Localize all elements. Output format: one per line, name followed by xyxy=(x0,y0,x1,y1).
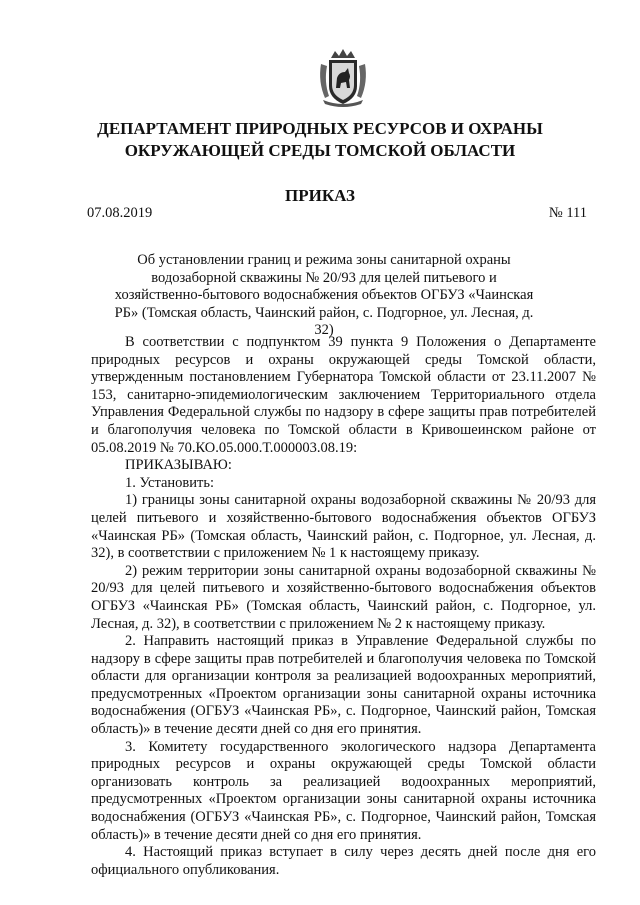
document-number: № 111 xyxy=(548,205,587,221)
item-1-1: 1) границы зоны санитарной охраны водозаборной скважины № 20/93 для целей питьевого и хозяйственно-бытового водоснабжения объектов ОГБУЗ «Чаинская РБ» (Томская область, Чаинский район, с. Подгорное, ул. Лесная, д. 32), в соответствии с приложением № 1 к настоящему приказу. xyxy=(91,492,596,562)
org-line-1: ДЕПАРТАМЕНТ ПРИРОДНЫХ РЕСУРСОВ И ОХРАНЫ xyxy=(97,119,543,138)
item-1: 1. Установить: xyxy=(125,474,215,491)
document-body xyxy=(91,334,596,879)
organization-name xyxy=(60,118,580,162)
order-word: ПРИКАЗЫВАЮ: xyxy=(125,457,232,474)
document-date: 07.08.2019 xyxy=(87,205,153,221)
item-2: 2. Направить настоящий приказ в Управление Федеральной службы по надзору в сфере защиты прав потребителей и благополучия человека по Томской области для организации контроля за реализацией водоохранных мероприятий, предусмотренных «Проектом организации зоны санитарной охраны источника водоснабжения (ОГБУЗ «Чаинская РБ», с. Подгорное, Чаинский район, Томская область)» в течение десяти дней со дня его принятия. xyxy=(91,633,596,738)
preamble: В соответствии с подпунктом 39 пункта 9 Положения о Департаменте природных ресурсов и охраны окружающей среды Томской области, утвержденным постановлением Губернатора Томской области от 23.11.2007 № 153, санитарно-эпидемиологическим заключением Территориального отдела Управления Федеральной службы по надзору в сфере защиты прав потребителей и благополучия человека по Томской области в Кривошеинском районе от 05.08.2019 № 70.КО.05.000.Т.000003.08.19: xyxy=(91,334,596,456)
item-1-2: 2) режим территории зоны санитарной охраны водозаборной скважины № 20/93 для целей питьевого и хозяйственно-бытового водоснабжения объектов ОГБУЗ «Чаинская РБ» (Томская область, Чаинский район, с. Подгорное, ул. Лесная, д. 32), в соответствии с приложением № 2 к настоящему приказу. xyxy=(91,562,596,632)
item-3: 3. Комитету государственного экологического надзора Департамента природных ресурсов и охраны окружающей среды Томской области организовать контроль за реализацией водоохранных мероприятий, предусмотренных «Проектом организации зоны санитарной охраны источника водоснабжения (ОГБУЗ «Чаинская РБ», с. Подгорное, Чаинский район, Томская область)» в течение десяти дней со дня его принятия. xyxy=(91,738,596,843)
org-line-2: ОКРУЖАЮЩЕЙ СРЕДЫ ТОМСКОЙ ОБЛАСТИ xyxy=(124,141,516,160)
document-title: Об установлении границ и режима зоны санитарной охраны водозаборной скважины № 20/93 для целей питьевого и хозяйственно-бытового водоснабжения объектов ОГБУЗ «Чаинская РБ» (Томская область, Чаинский район, с. Подгорное, ул. Лесная, д. 32) xyxy=(114,252,534,338)
tomsk-coat-of-arms-icon xyxy=(317,48,369,108)
document-type: ПРИКАЗ xyxy=(285,186,355,205)
item-4: 4. Настоящий приказ вступает в силу через десять дней после дня его официального опубликования. xyxy=(91,844,596,878)
